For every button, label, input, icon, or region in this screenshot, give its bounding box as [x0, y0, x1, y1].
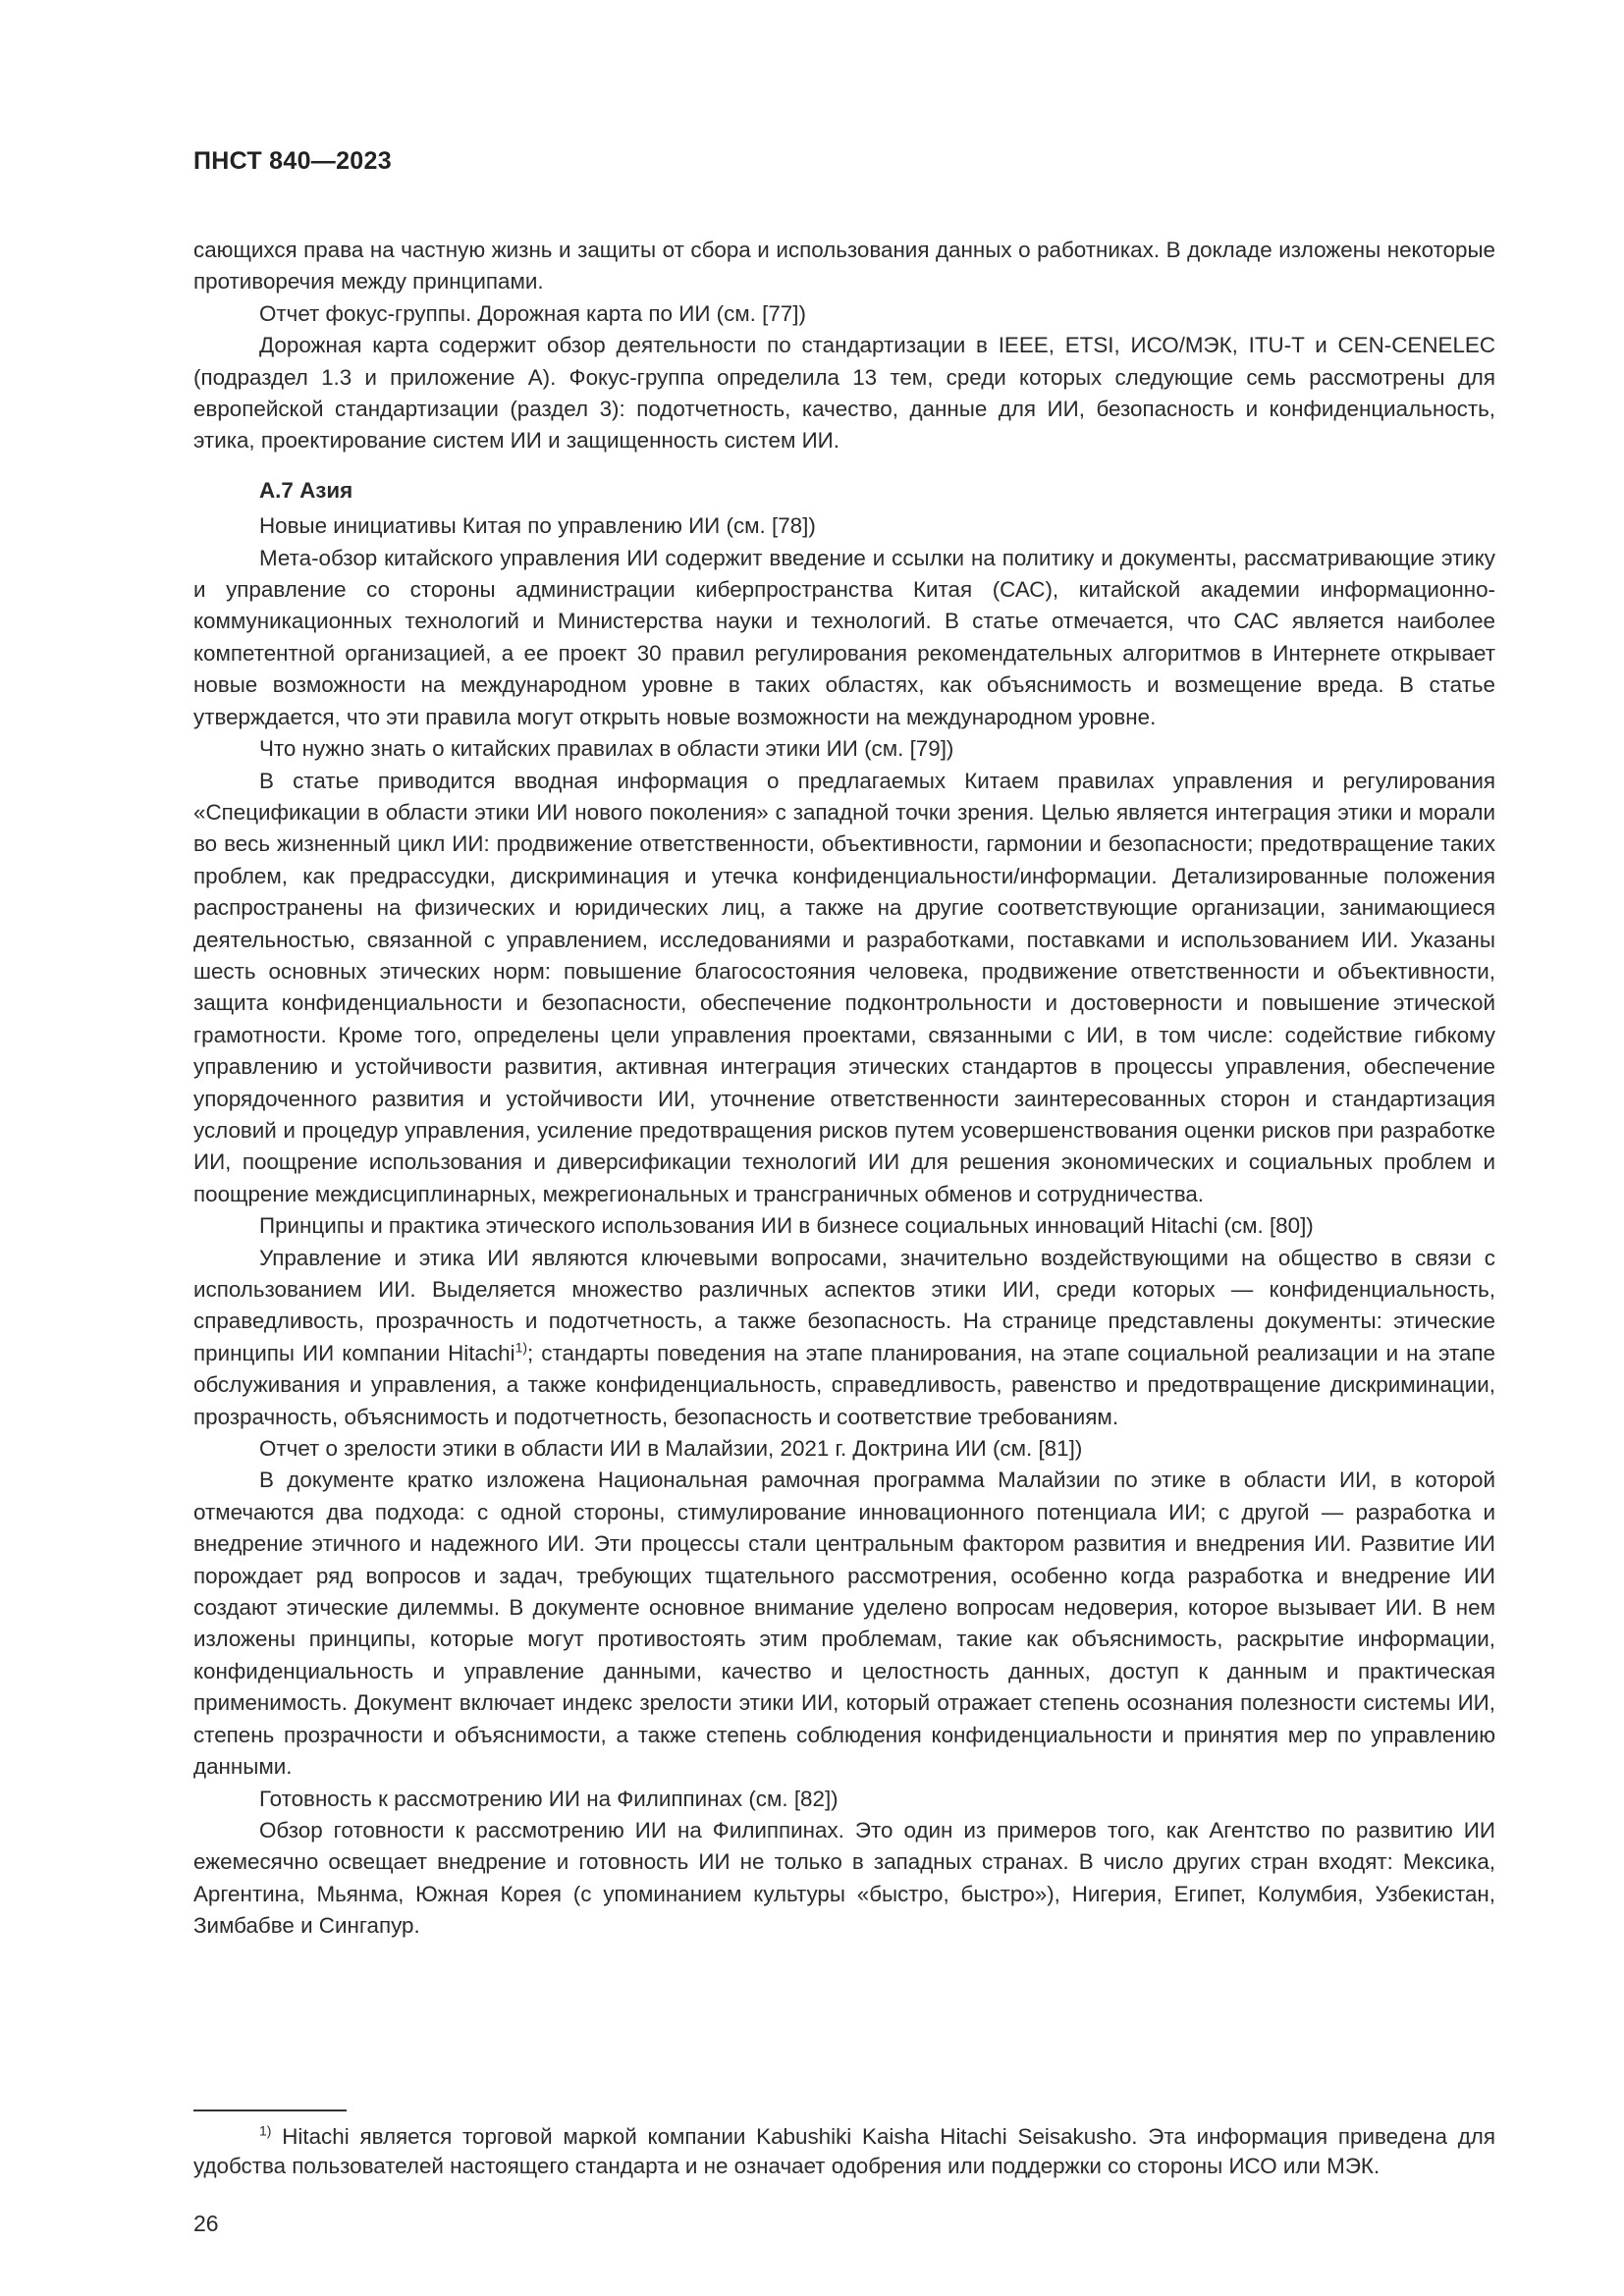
page-number: 26: [193, 2211, 219, 2236]
page: [193, 147, 1495, 1943]
reference-title: Принципы и практика этического использования ИИ в бизнесе социальных инноваций Hitachi (см. [80]): [259, 1213, 1314, 1239]
paragraph: В статье приводится вводная информация о предлагаемых Китаем правилах управления и регулирования «Спецификации в области этики ИИ нового поколения» с западной точки зрения. Целью является интеграция этики и морали во весь жизненный цикл ИИ: продвижение ответственности, объективности, гармонии и безопасности; предотвращение таких проблем, как предрассудки, дискриминация и утечка конфиденциальности/информации. Детализированные положения распространены на физических и юридических лиц, а также на другие соответствующие организации, занимающиеся деятельностью, связанной с управлением, исследованиями и разработками, поставками и использованием ИИ. Указаны шесть основных этических норм: повышение благосостояния человека, продвижение ответственности и объективности, защита конфиденциальности и безопасности, обеспечение подконтрольности и достоверности и повышение этической грамотности. Кроме того, определены цели управления проектами, связанными с ИИ, в том числе: содействие гибкому управлению и устойчивости развития, активная интеграция этических стандартов в процессы управления, обеспечение упорядоченного развития и устойчивости ИИ, уточнение ответственности заинтересованных сторон и стандартизация условий и процедур управления, усиление предотвращения рисков путем усовершенствования оценки рисков при разработке ИИ, поощрение использования и диверсификации технологий ИИ для решения экономических и социальных проблем и поощрение междисциплинарных, межрегиональных и трансграничных обменов и сотрудничества.: [193, 768, 1495, 1206]
footnote: [193, 2122, 1495, 2181]
body-text: [193, 235, 1495, 1943]
paragraph: Обзор готовности к рассмотрению ИИ на Филиппинах. Это один из примеров того, как Агентство по развитию ИИ ежемесячно освещает внедрение и готовность ИИ не только в западных странах. В число других стран входят: Мексика, Аргентина, Мьянма, Южная Корея (с упоминанием культуры «быстро, быстро»), Нигерия, Египет, Колумбия, Узбекистан, Зимбабве и Сингапур.: [193, 1817, 1495, 1939]
paragraph: [193, 1243, 1495, 1433]
footnote-body: Hitachi является торговой маркой компании Kabushiki Kaisha Hitachi Seisakusho. Эта информация приведена для удобства пользователей настоящего стандарта и не означает одобрения или поддержки со стороны ИСО или МЭК.: [193, 2124, 1495, 2178]
paragraph: сающихся права на частную жизнь и защиты от сбора и использования данных о работниках. В докладе изложены некоторые противоречия между принципами.: [193, 238, 1495, 294]
reference-title: Что нужно знать о китайских правилах в области этики ИИ (см. [79]): [259, 736, 954, 762]
reference-title: Готовность к рассмотрению ИИ на Филиппинах (см. [82]): [259, 1786, 839, 1811]
paragraph-text: ; стандарты поведения на этапе планирования, на этапе социальной реализации и на этапе обслуживания и управления, а также конфиденциальность, справедливость, равенство и предотвращение дискриминации, прозрачность, объяснимость и подотчетность, безопасность и соответствие требованиям.: [193, 1340, 1495, 1429]
document-id-header: ПНСТ 840—2023: [193, 147, 392, 175]
section-heading: А.7 Азия: [259, 477, 353, 503]
reference-title: Отчет о зрелости этики в области ИИ в Малайзии, 2021 г. Доктрина ИИ (см. [81]): [259, 1436, 1083, 1462]
paragraph: Мета-обзор китайского управления ИИ содержит введение и ссылки на политику и документы, рассматривающие этику и управление со стороны администрации киберпространства Китая (САС), китайской академии информационно-коммуникационных технологий и Министерства науки и технологий. В статье отмечается, что САС является наиболее компетентной организацией, а ее проект 30 правил регулирования рекомендательных алгоритмов в Интернете открывает новые возможности на международном уровне в таких областях, как объяснимость и возмещение вреда. В статье утверждается, что эти правила могут открыть новые возможности на международном уровне.: [193, 545, 1495, 729]
footnote-reference: 1): [514, 1339, 528, 1356]
footnote-divider: [193, 2109, 347, 2111]
footnote-marker: 1): [259, 2122, 272, 2139]
paragraph-text: Управление и этика ИИ являются ключевыми вопросами, значительно воздействующими на общество в связи с использованием ИИ. Выделяется множество различных аспектов этики ИИ, среди которых — конфиденциальность, справедливость, прозрачность и подотчетность, а также безопасность. На странице представлены документы: этические принципы ИИ компании Hitachi: [193, 1245, 1495, 1365]
paragraph: В документе кратко изложена Национальная рамочная программа Малайзии по этике в области ИИ, в которой отмечаются два подхода: с одной стороны, стимулирование инновационного потенциала ИИ; с другой — разработка и внедрение этичного и надежного ИИ. Эти процессы стали центральным фактором развития и внедрения ИИ. Развитие ИИ порождает ряд вопросов и задач, требующих тщательного рассмотрения, особенно когда разработка и внедрение ИИ создают этические дилеммы. В документе основное внимание уделено вопросам недоверия, которое вызывает ИИ. В нем изложены принципы, которые могут противостоять этим проблемам, такие как объяснимость, раскрытие информации, конфиденциальность и управление данными, качество и целостность данных, доступ к данным и практическая применимость. Документ включает индекс зрелости этики ИИ, который отражает степень осознания полезности системы ИИ, степень прозрачности и объяснимости, а также степень соблюдения конфиденциальности и принятия мер по управлению данными.: [193, 1468, 1495, 1780]
footnote-text: [193, 2122, 1495, 2181]
reference-title: Новые инициативы Китая по управлению ИИ (см. [78]): [259, 513, 816, 539]
paragraph: Дорожная карта содержит обзор деятельности по стандартизации в IEEE, ETSI, ИСО/МЭК, ITU-T и CEN-CENELEC (подраздел 1.3 и приложение А). Фокус-группа определила 13 тем, среди которых следующие семь рассмотрены для европейской стандартизации (раздел 3): подотчетность, качество, данные для ИИ, безопасность и конфиденциальность, этика, проектирование систем ИИ и защищенность систем ИИ.: [193, 333, 1495, 454]
reference-title: Отчет фокус-группы. Дорожная карта по ИИ (см. [77]): [259, 300, 806, 326]
